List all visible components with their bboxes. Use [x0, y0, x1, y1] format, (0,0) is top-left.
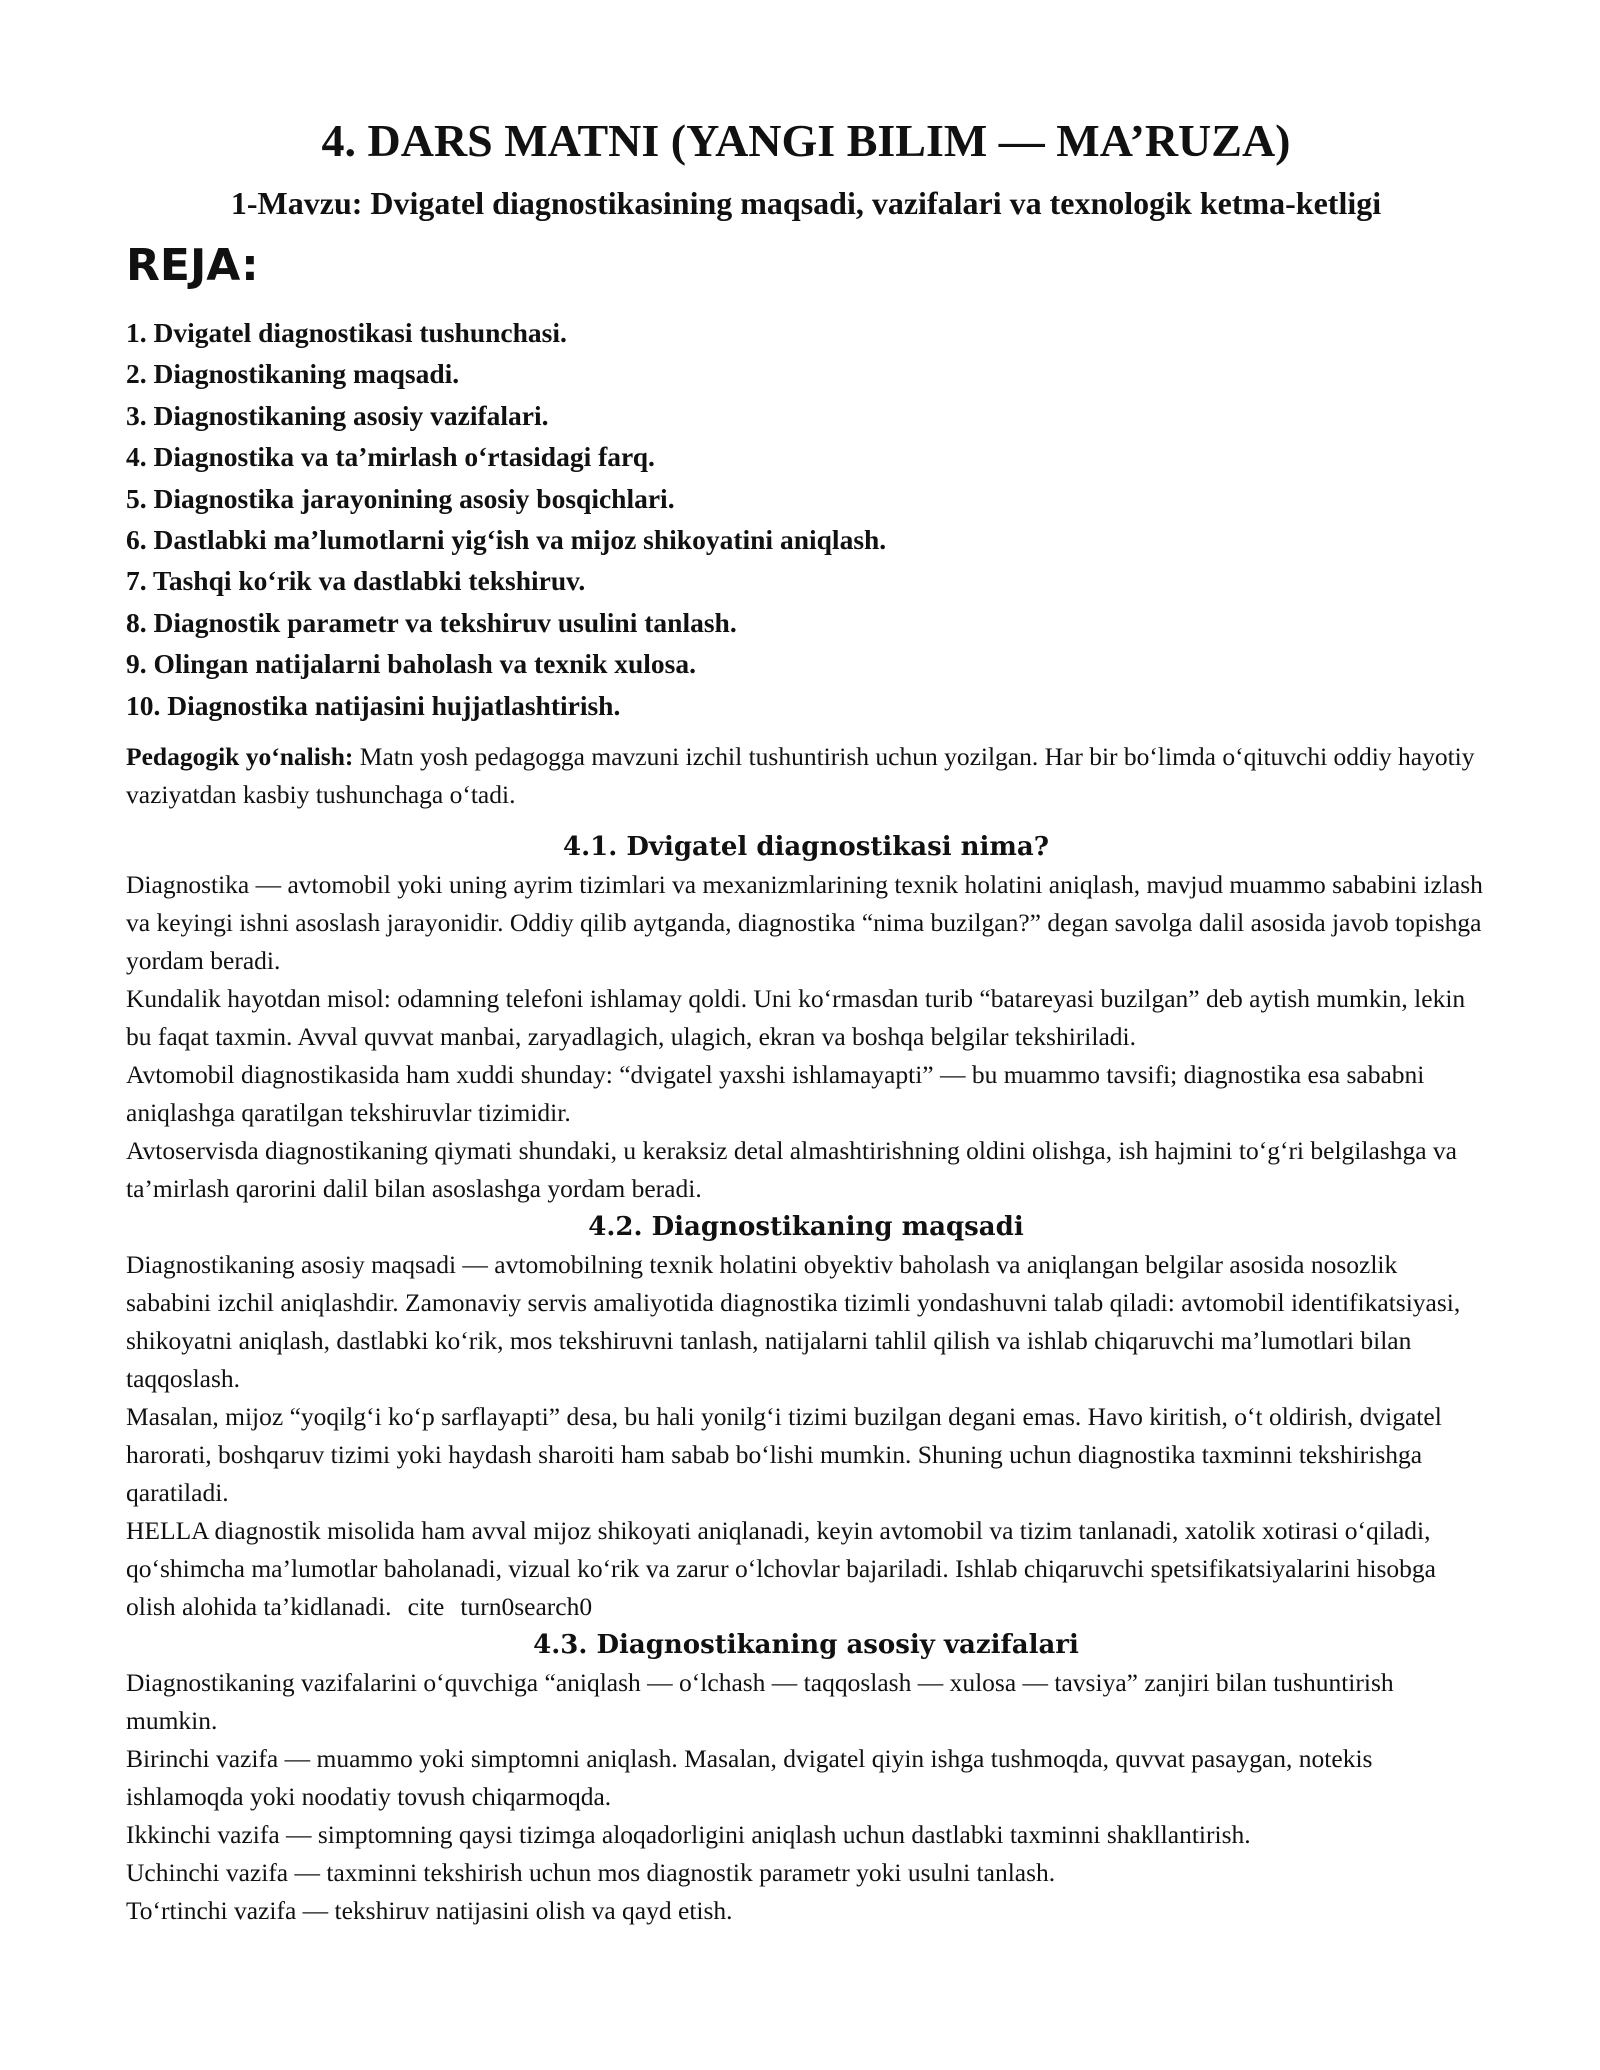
paragraph: Diagnostika — avtomobil yoki uning ayrim tizimlari va mexanizmlarining texnik holatini aniqlash, mavjud muammo sababini izlash va keyingi ishni asoslash jarayonidir. Oddiy qilib aytganda, diagnostika “nima buzilgan?” degan savolga dalil asosida javob topishga yordam beradi. [126, 870, 1483, 976]
section-heading: 4.3. Diagnostikaning asosiy vazifalari [533, 1630, 1079, 1661]
paragraph-text: HELLA diagnostik misolida ham avval mijoz shikoyati aniqlanadi, keyin avtomobil va tizim tanlanadi, xatolik xotirasi o‘qiladi, qo‘shimcha ma’lumotlar baholanadi, vizual ko‘rik va zarur o‘lchovlar bajariladi. Ishlab chiqaruvchi spetsifikatsiyalarini hisobga olish alohida ta’kidlanadi. [126, 1516, 1436, 1622]
paragraph: Birinchi vazifa — muammo yoki simptomni aniqlash. Masalan, dvigatel qiyin ishga tushmoqda, quvvat pasaygan, notekis ishlamoqda yoki noodatiy tovush chiqarmoqda. [126, 1744, 1373, 1812]
paragraph: Diagnostikaning vazifalarini o‘quvchiga “aniqlash — o‘lchash — taqqoslash — xulosa — tavsiya” zanjiri bilan tushuntirish mumkin. [126, 1668, 1394, 1736]
paragraph: Kundalik hayotdan misol: odamning telefoni ishlamay qoldi. Uni ko‘rmasdan turib “batareyasi buzilgan” deb aytish mumkin, lekin bu faqat taxmin. Avval quvvat manbai, zaryadlagich, ulagich, ekran va boshqa belgilar tekshiriladi. [126, 984, 1466, 1052]
pedagogical-note-text: Matn yosh pedagogga mavzuni izchil tushuntirish uchun yozilgan. Har bir bo‘limda o‘qituvchi oddiy hayotiy vaziyatdan kasbiy tushunchaga o‘tadi. [126, 742, 1475, 810]
plan-item: 10. Diagnostika natijasini hujjatlashtirish. [126, 689, 621, 721]
paragraph: Avtoservisda diagnostikaning qiymati shundaki, u keraksiz detal almashtirishning oldini olishga, ish hajmini to‘g‘ri belgilashga va ta’mirlash qarorini dalil bilan asoslashga yordam beradi. [126, 1136, 1457, 1204]
citation-reference: turn0search0 [460, 1592, 593, 1622]
section-heading: 4.1. Dvigatel diagnostikasi nima? [562, 832, 1050, 863]
section-heading: 4.2. Diagnostikaning maqsadi [588, 1212, 1024, 1243]
plan-item: 7. Tashqi ko‘rik va dastlabki tekshiruv. [126, 565, 586, 597]
paragraph: Avtomobil diagnostikasida ham xuddi shunday: “dvigatel yaxshi ishlamayapti” — bu muammo tavsifi; diagnostika esa sababni aniqlashga qaratilgan tekshiruvlar tizimidir. [126, 1060, 1425, 1128]
paragraph: Uchinchi vazifa — taxminni tekshirish uchun mos diagnostik parametr yoki usulni tanlash. [126, 1858, 1056, 1888]
plan-item: 8. Diagnostik parametr va tekshiruv usulini tanlash. [126, 606, 737, 638]
topic-subtitle: 1-Mavzu: Dvigatel diagnostikasining maqsadi, vazifalari va texnologik ketma-ketligi [230, 185, 1382, 221]
document-page [126, 108, 1486, 1930]
plan-item: 4. Diagnostika va ta’mirlash o‘rtasidagi farq. [126, 441, 655, 473]
section-4-2 [126, 1208, 1486, 1626]
pedagogical-note-label: Pedagogik yo‘nalish: [126, 742, 354, 772]
plan-list [126, 312, 1486, 726]
paragraph: To‘rtinchi vazifa — tekshiruv natijasini olish va qayd etish. [126, 1896, 733, 1926]
plan-item: 9. Olingan natijalarni baholash va texnik xulosa. [126, 648, 696, 680]
plan-item: 1. Dvigatel diagnostikasi tushunchasi. [126, 317, 567, 348]
plan-item: 2. Diagnostikaning maqsadi. [126, 358, 460, 390]
plan-item: 5. Diagnostika jarayonining asosiy bosqichlari. [126, 482, 675, 514]
plan-heading: REJA: [126, 240, 259, 291]
paragraph [126, 1512, 1486, 1626]
section-4-3 [126, 1626, 1486, 1930]
citation-label: cite [407, 1592, 445, 1622]
paragraph: Masalan, mijoz “yoqilg‘i ko‘p sarflayapti” desa, bu hali yonilg‘i tizimi buzilgan degani emas. Havo kiritish, o‘t oldirish, dvigatel harorati, boshqaruv tizimi yoki haydash sharoiti ham sabab bo‘lishi mumkin. Shuning uchun diagnostika taxminni tekshirishga qaratiladi. [126, 1402, 1442, 1508]
plan-item: 6. Dastlabki ma’lumotlarni yig‘ish va mijoz shikoyatini aniqlash. [126, 524, 887, 556]
section-4-1 [126, 828, 1486, 1208]
plan-item: 3. Diagnostikaning asosiy vazifalari. [126, 399, 549, 431]
pedagogical-note [126, 738, 1486, 814]
document-title: 4. DARS MATNI (YANGI BILIM — MA’RUZA) [321, 115, 1291, 166]
paragraph: Diagnostikaning asosiy maqsadi — avtomobilning texnik holatini obyektiv baholash va aniqlangan belgilar asosida nosozlik sababini izchil aniqlashdir. Zamonaviy servis amaliyotida diagnostika tizimli yondashuvni talab qiladi: avtomobil identifikatsiyasi, shikoyatni aniqlash, dastlabki ko‘rik, mos tekshiruvni tanlash, natijalarni tahlil qilish va ishlab chiqaruvchi ma’lumotlari bilan taqqoslash. [126, 1250, 1461, 1394]
paragraph: Ikkinchi vazifa — simptomning qaysi tizimga aloqadorligini aniqlash uchun dastlabki taxminni shakllantirish. [126, 1820, 1251, 1850]
